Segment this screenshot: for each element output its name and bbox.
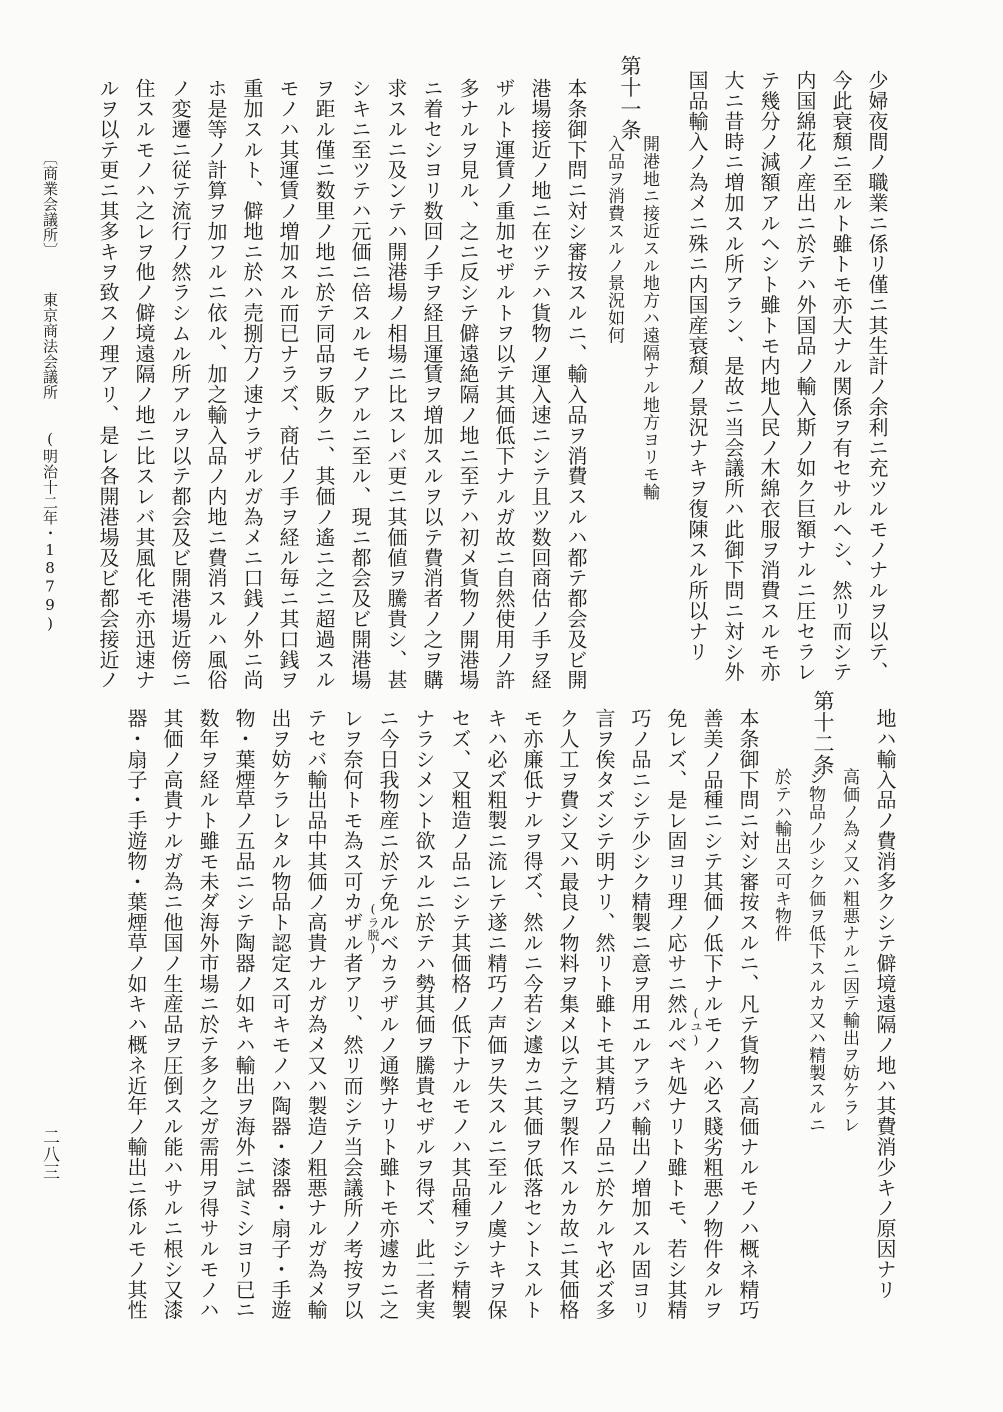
text-line: 物・葉煙草ノ五品ニシテ陶器ノ如キハ輸出ヲ海外ニ試ミシヨリ已ニ bbox=[232, 708, 256, 1320]
text-line: 器・扇子・手遊物・葉煙草ノ如キハ概ネ近年ノ輸出ニ係ルモノ其性 bbox=[124, 708, 148, 1320]
text-line: ニ今日我物産ニ於テ免ルベカラザルノ通弊ナリト雖トモ亦遽カニ之 bbox=[376, 708, 400, 1320]
article-heading: 第十二条 bbox=[811, 690, 835, 776]
text-line: 重加スルト、僻地ニ於ハ売捌方ノ速ナラザルガ為メニ口銭ノ外ニ尚 bbox=[240, 78, 264, 690]
footer-publisher: 東京商法会議所 bbox=[41, 292, 59, 400]
question-line: 高価ノ為メ又ハ粗悪ナルニ因テ輸出ヲ妨ケラレ bbox=[839, 768, 859, 1134]
text-line: 数年ヲ経ルト雖モ未ダ海外市場ニ於テ多ク之ガ需用ヲ得サルモノハ bbox=[196, 708, 220, 1320]
text-line: 求スルニ及ンテハ開港場ノ相場ニ比スレバ更ニ其価値ヲ騰貴シ、甚 bbox=[384, 78, 408, 690]
text-line: 多ナルヲ見ル、之ニ反シテ僻遠絶隔ノ地ニ至テハ初メ貨物ノ開港場 bbox=[456, 78, 480, 690]
annotation-ra-datsu: (ラ脱) bbox=[366, 902, 380, 956]
text-line: ク人工ヲ費シ又ハ最良ノ物料ヲ集メ以テ之ヲ製作スルカ故ニ其価格 bbox=[556, 708, 580, 1320]
footer-date: (明治十二年・1879) bbox=[41, 430, 59, 633]
text-line: 本条御下問ニ対シ審按スルニ、凡テ貨物ノ高価ナルモノハ概ネ精巧 bbox=[736, 708, 760, 1320]
text-line: キハ必ズ粗製ニ流レテ遂ニ精巧ノ声価ヲ失スルニ至ルノ虞ナキヲ保 bbox=[484, 708, 508, 1320]
text-line: ザルト運賃ノ重加セザルトヲ以テ其価低下ナルガ故ニ自然使用ノ許 bbox=[492, 78, 516, 690]
text-line: 港場接近ノ地ニ在ツテハ貨物ノ運入速ニシテ且ツ数回商估ノ手ヲ経 bbox=[528, 78, 552, 690]
text-line: テセバ輸出品中其価ノ高貴ナルガ為メ又ハ製造ノ粗悪ナルガ為メ輸 bbox=[304, 708, 328, 1320]
text-line: ルヲ以テ更ニ其多キヲ致スノ理アリ、是レ各開港場及ビ都会接近ノ bbox=[96, 78, 120, 690]
footer-source: 〔商業会議所〕 bbox=[41, 150, 59, 258]
question-line: 開港地ニ接近スル地方ハ遠隔ナル地方ヨリモ輸 bbox=[639, 135, 659, 501]
text-line: 国品輸入ノ為メニ殊ニ内国産衰頽ノ景況ナキヲ復陳スル所以ナリ bbox=[685, 70, 709, 662]
question-line: シ物品ノ少シク価ヲ低下スルカ又ハ精製スルニ bbox=[805, 768, 825, 1134]
text-line: 少婦夜間ノ職業ニ係リ僅ニ其生計ノ余利ニ充ツルモノナルヲ以テ、 bbox=[865, 70, 889, 682]
page-number: 二八三 bbox=[39, 1128, 59, 1181]
annotation-yu: (ユ) bbox=[689, 1006, 703, 1048]
text-line: シキニ至ツテハ元価ニ倍スルモノアルニ至ル、現ニ都会及ビ開港場 bbox=[348, 78, 372, 690]
article-heading: 第十一条 bbox=[618, 55, 642, 141]
text-line: 今此衰頽ニ至ルト雖トモ亦大ナル関係ヲ有セサルヘシ、然リ而シテ bbox=[829, 70, 853, 682]
text-line: 内国綿花ノ産出ニ於テハ外国品ノ輸入斯ノ如ク巨額ナルニ圧セラレ bbox=[793, 70, 817, 682]
text-line: モ亦廉低ナルヲ得ズ、然ルニ今若シ遽カニ其価ヲ低落セントスルト bbox=[520, 708, 544, 1320]
text-line: レヲ奈何トモ為ス可カザル者アリ、然リ而シテ当会議所ノ考按ヲ以 bbox=[340, 708, 364, 1320]
text-line: 免レズ、是レ固ヨリ理ノ応サニ然ルベキ処ナリト雖トモ、若シ其精 bbox=[664, 708, 688, 1320]
text-line: 地ハ輸入品ノ費消多クシテ僻境遠隔ノ地ハ其費消少キノ原因ナリ bbox=[873, 708, 897, 1300]
text-line: 出ヲ妨ケラレタル物品ト認定ス可キモノハ陶器・漆器・扇子・手遊 bbox=[268, 708, 292, 1320]
text-line: 本条御下問ニ対シ審按スルニ、輸入品ヲ消費スルハ都テ都会及ビ開 bbox=[564, 78, 588, 690]
text-line: 言ヲ俟タズシテ明ナリ、然リト雖トモ其精巧ノ品ニ於ケルヤ必ズ多 bbox=[592, 708, 616, 1320]
text-line: 巧ノ品ニシテ少シク精製ニ意ヲ用エルアラバ輸出ノ増加スル固ヨリ bbox=[628, 708, 652, 1320]
text-line: ニ着セシヨリ数回ノ手ヲ経且運賃ヲ増加スルヲ以テ費消者ノ之ヲ購 bbox=[420, 78, 444, 690]
text-line: 善美ノ品種ニシテ其価ノ低下ナルモノハ必ス賤劣粗悪ノ物件タルヲ bbox=[700, 708, 724, 1320]
text-line: モノハ其運賃ノ増加スル而已ナラズ、商估ノ手ヲ経ル毎ニ其口銭ヲ bbox=[276, 78, 300, 690]
text-line: ノ変遷ニ従テ流行ノ然ラシムル所アルヲ以テ都会及ビ開港場近傍ニ bbox=[168, 78, 192, 690]
text-line: 住スルモノハ之レヲ他ノ僻境遠隔ノ地ニ比スレバ其風化モ亦迅速ナ bbox=[132, 78, 156, 690]
text-line: ヲ距ル僅ニ数里ノ地ニ於テ同品ヲ販クニ、其価ノ遙ニ之ニ超過スル bbox=[312, 78, 336, 690]
text-line: ナラシメント欲スルニ於テハ勢其価ヲ騰貴セザルヲ得ズ、此二者実 bbox=[412, 708, 436, 1320]
question-line: 入品ヲ消費スルノ景況如何 bbox=[604, 135, 624, 344]
question-line: 於テハ輸出ス可キ物件 bbox=[771, 768, 791, 942]
text-line: ホ是等ノ計算ヲ加フルニ依ル、加之輸入品ノ内地ニ費消スルハ風俗 bbox=[204, 78, 228, 690]
text-line: セズ、又粗造ノ品ニシテ其価格ノ低下ナルモノハ其品種ヲシテ精製 bbox=[448, 708, 472, 1320]
text-line: 大ニ昔時ニ増加スル所アラン、是故ニ当会議所ハ此御下問ニ対シ外 bbox=[721, 70, 745, 682]
text-line: テ幾分ノ減額アルヘシト雖トモ内地人民ノ木綿衣服ヲ消費スルモ亦 bbox=[757, 70, 781, 682]
text-line: 其価ノ高貴ナルガ為ニ他国ノ生産品ヲ圧倒スル能ハサルニ根シ又漆 bbox=[160, 708, 184, 1320]
